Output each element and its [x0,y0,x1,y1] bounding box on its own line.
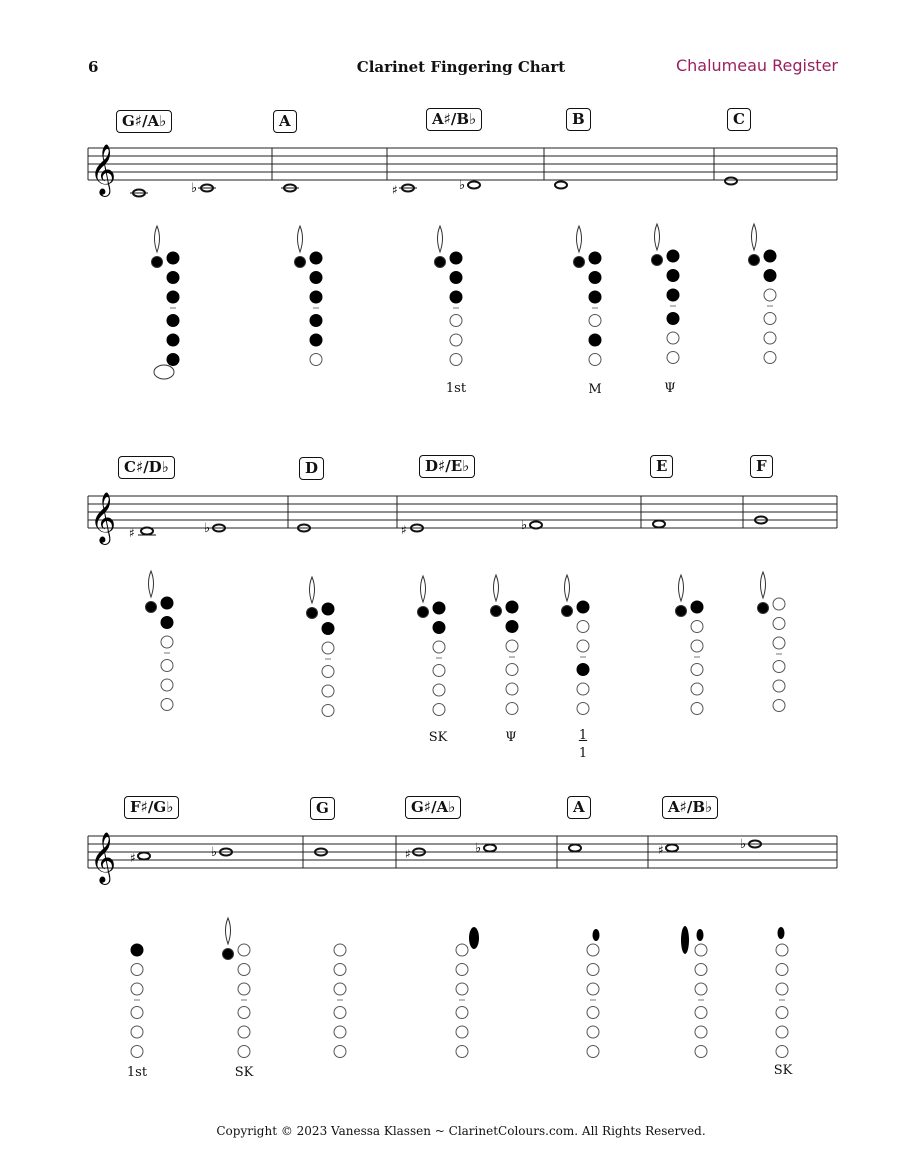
svg-text:♯: ♯ [129,526,135,540]
svg-text:♭: ♭ [459,178,466,193]
svg-text:♭: ♭ [211,845,218,860]
svg-text:♭: ♭ [475,841,482,856]
caption-psi-2: Ψ [505,730,517,745]
caption-1st-2: 1st [126,1065,148,1080]
caption-sk-2: SK [234,1065,254,1080]
svg-text:♯: ♯ [658,843,664,857]
svg-text:♭: ♭ [521,518,528,533]
caption-sk: SK [428,730,448,745]
svg-text:♯: ♯ [392,183,398,197]
note-label-g-sharp-a-flat: G♯/A♭ [116,110,172,133]
svg-text:♯: ♯ [130,851,136,865]
note-label-g-sharp-a-flat-2: G♯/A♭ [405,796,461,819]
register-title: Chalumeau Register [675,56,838,75]
treble-clef-icon: 𝄞 [90,144,117,195]
treble-clef-icon: 𝄞 [90,492,117,543]
note-label-a-sharp-b-flat-2: A♯/B♭ [662,796,718,819]
page-number: 6 [88,58,99,76]
caption-1st: 1st [445,381,467,396]
copyright-footer: Copyright © 2023 Vanessa Klassen ~ ClarinetColours.com. All Rights Reserved. [216,1124,706,1138]
svg-text:♭: ♭ [191,181,198,196]
note-label-e: E [650,455,673,478]
note-label-d-sharp-e-flat: D♯/E♭ [419,455,475,478]
caption-fraction-top: 1 [578,728,588,743]
treble-clef-icon: 𝄞 [90,832,117,883]
note-label-c: C [727,108,751,131]
svg-text:♭: ♭ [204,521,211,536]
page-title: Clarinet Fingering Chart [356,58,566,76]
svg-text:♭: ♭ [740,837,747,852]
caption-psi: Ψ [664,381,676,396]
note-label-a-2: A [567,796,591,819]
note-label-a: A [273,110,297,133]
note-label-f-sharp-g-flat: F♯/G♭ [124,796,179,819]
svg-text:♯: ♯ [405,847,411,861]
caption-sk-3: SK [773,1063,793,1078]
note-label-b: B [566,108,591,131]
note-label-g: G [310,797,335,820]
note-label-a-sharp-b-flat: A♯/B♭ [426,108,482,131]
note-label-c-sharp-d-flat: C♯/D♭ [118,456,175,479]
caption-m: M [588,382,602,397]
note-label-d: D [299,457,324,480]
svg-text:♯: ♯ [401,523,407,537]
caption-fraction-bottom: 1 [578,746,588,761]
note-label-f: F [750,455,773,478]
